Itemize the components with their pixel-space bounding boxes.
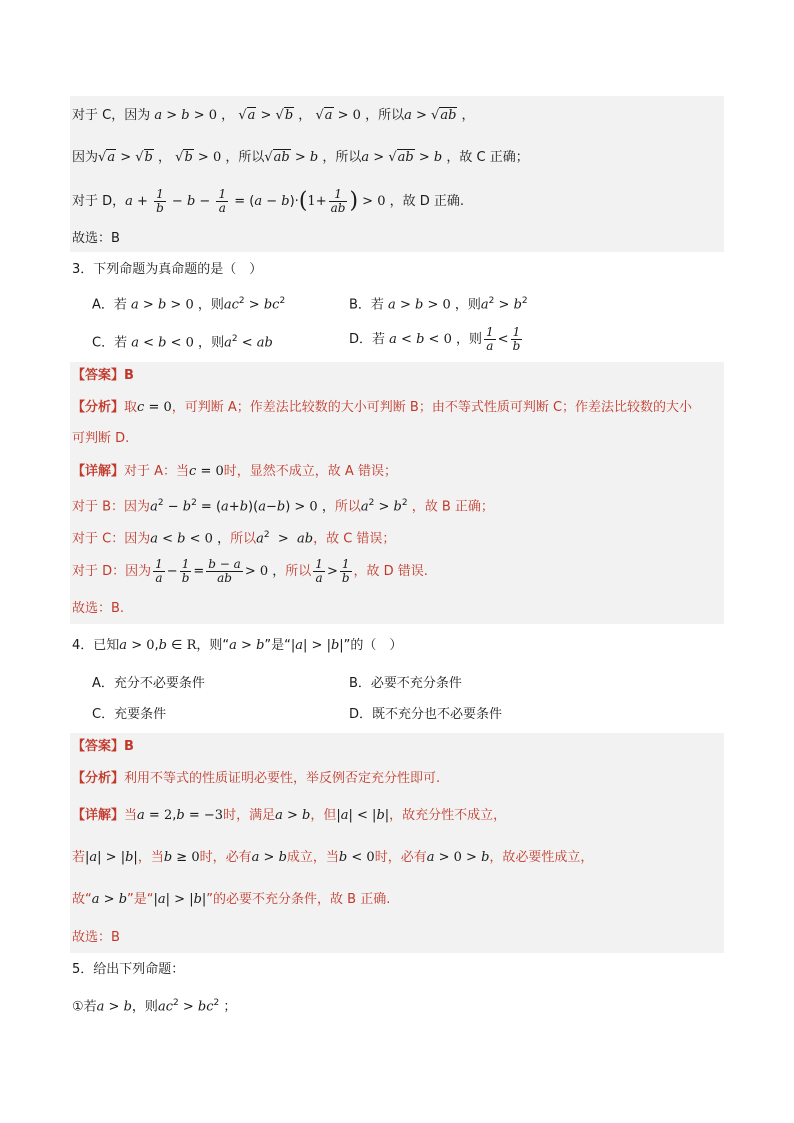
q3-detail-b: 对于 B：因为$a^2 - b^2 = (a+b)(a-b) > 0$ ，所以$a^2 > b^2$ ，故 B 正确；: [72, 498, 494, 515]
q3-detail-c: 对于 C：因为a < b < 0 ，所以$a^2$ > ab，故 C 错误；: [72, 530, 396, 547]
solution-line-c2: 因为√a > √b ， √b > 0 ，所以√ab > b ，所以a > √ab > b ，故 C 正确；: [72, 150, 529, 165]
q4-detail-3: 故“a > b”是“|a| > |b|”的必要不充分条件，故 B 正确.: [72, 892, 391, 907]
q4-detail-1: 【详解】当a = 2,b = −3时，满足a > b，但|a| < |b|，故充分性不成立，: [72, 808, 507, 823]
q3-option-c[interactable]: C．若 a < b < 0 ，则$a^2$ < ab: [92, 334, 273, 351]
question-5-stem: 5．给出下列命题：: [72, 962, 185, 977]
q3-detail-d: 对于 D：因为 $\frac{1}{a}$ − $\frac{1}{b}$ = $\frac{b - a}{ab}$ > 0 ，所以 $\frac{1}{a}$ > $\frac{1}{b}$ ，故 D 错误.: [72, 557, 428, 585]
q3-option-b[interactable]: B．若 a > b > 0 ，则$a^2 > b^2$: [349, 296, 528, 313]
q3-option-a[interactable]: A．若 a > b > 0 ，则$ac^2 > bc^2$: [92, 296, 286, 313]
solution-line-d: 对于 D，a + $\frac{1}{b}$ − b − $\frac{1}{a}$ = (a − b)·(1+ $\frac{1}{ab}$ ) > 0 ，故 D 正确.: [72, 187, 465, 215]
q4-detail-2: 若|a| > |b|，当b ≥ 0时，必有a > b成立，当b < 0时，必有a > 0 > b，故必要性成立，: [72, 850, 594, 865]
q3-detail-a: 【详解】对于 A：当c = 0时，显然不成立，故 A 错误；: [72, 464, 397, 479]
q3-answer: 【答案】B: [72, 368, 134, 383]
solution-block-q4: [70, 733, 724, 953]
q3-option-d[interactable]: D．若 a < b < 0 ，则 $\frac{1}{a}$ < $\frac{1}{b}$: [349, 325, 521, 353]
q3-choose: 故选：B.: [72, 601, 125, 616]
q4-option-d[interactable]: D．既不充分也不必要条件: [349, 707, 503, 722]
q4-option-c[interactable]: C．充要条件: [92, 707, 167, 722]
q4-option-b[interactable]: B．必要不充分条件: [349, 676, 462, 691]
solution-line-c1: 对于 C，因为 a > b > 0 ， √a > √b ， √a > 0 ，所以a > √ab ，: [72, 108, 475, 123]
question-3-stem: 3．下列命题为真命题的是（ ）: [72, 262, 263, 277]
q4-analysis: 【分析】利用不等式的性质证明必要性，举反例否定充分性即可.: [72, 771, 441, 786]
q3-analysis-cont: 可判断 D.: [72, 431, 130, 446]
q4-option-a[interactable]: A．充分不必要条件: [92, 676, 205, 691]
choose-line-q2: 故选：B: [72, 231, 120, 246]
q4-choose: 故选：B: [72, 930, 120, 945]
q4-answer: 【答案】B: [72, 739, 134, 754]
q5-item-1: ①若a > b，则$ac^2 > bc^2$ ；: [72, 998, 237, 1015]
question-4-stem: 4．已知a > 0,b ∈ R，则“a > b”是“|a| > |b|”的（ ）: [72, 638, 403, 653]
q3-analysis: 【分析】取c = 0，可判断 A；作差法比较数的大小可判断 B；由不等式性质可判断 C；作差法比较数的大小: [72, 400, 693, 415]
